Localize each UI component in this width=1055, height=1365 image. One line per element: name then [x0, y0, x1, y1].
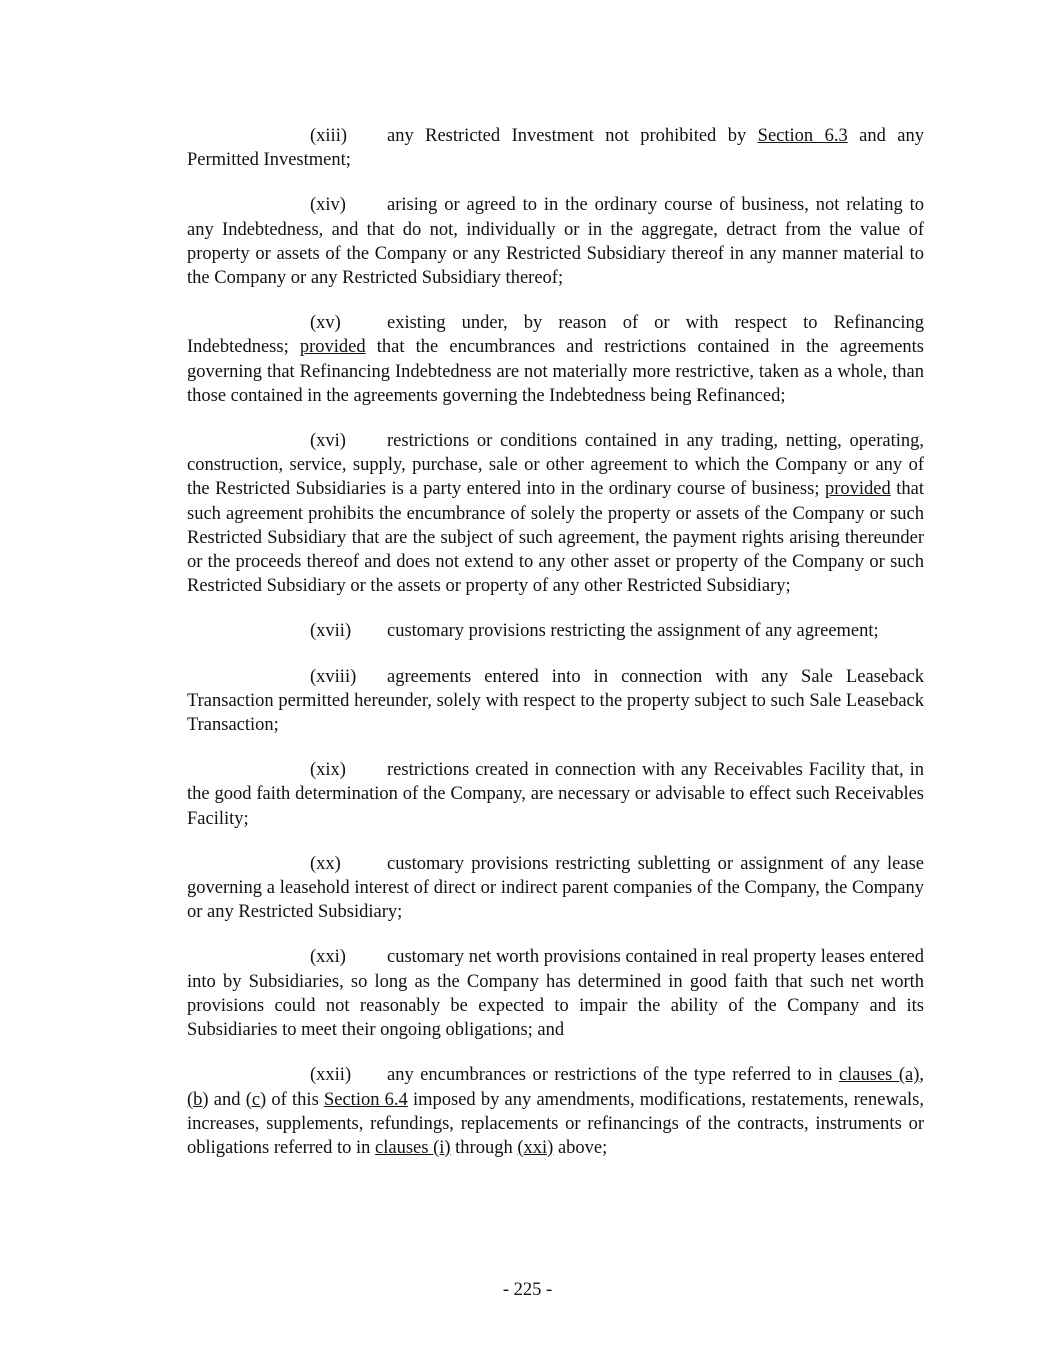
clause-reference: clauses (a) [838, 1065, 920, 1086]
clause-number: (xvii) [310, 621, 352, 642]
clause-text: any Restricted Investment not prohibited by [387, 126, 758, 146]
clause-text: and any Permitted Investment; [187, 126, 924, 171]
document-body [187, 124, 924, 1181]
clause-xxi [187, 945, 924, 1042]
provided-term: provided [299, 337, 366, 358]
clause-xiii [187, 124, 924, 172]
clause-number: (xxii) [310, 1065, 352, 1086]
clause-text: above; [553, 1137, 608, 1158]
clause-reference: clauses (i) [375, 1137, 451, 1158]
clause-text: any encumbrances or restrictions of the type referred to in [387, 1065, 839, 1086]
clause-xvi [187, 429, 924, 598]
clause-number: (xx) [310, 853, 341, 874]
clause-number: (xxi) [310, 947, 346, 968]
clause-xix [187, 758, 924, 831]
clause-xviii [187, 665, 924, 738]
clause-text: arising or agreed to in the ordinary course of business, not relating to any Indebtedness, and that do not, individually or in the aggregate, detract from the value of property or assets of the Company or any Restricted Subsidiary thereof in any manner material to the Company or any Restricted Subsidiary thereof; [187, 195, 924, 289]
clause-text: that such agreement prohibits the encumbrance of solely the property or assets of the Company or such Restricted Subsidiary that are the subject of such agreement, the payment rights arising thereunder or the proceeds thereof and does not extend to any other asset or property of the Company or such Restricted Subsidiary or the assets or property of any other Restricted Subsidiary; [187, 479, 924, 597]
page-number: - 225 - [502, 1280, 553, 1300]
clause-xiv [187, 193, 924, 290]
clause-number: (xiv) [310, 195, 346, 216]
clause-text: existing under, by reason of or with respect to Refinancing Indebtedness; [187, 313, 924, 358]
clause-text: restrictions or conditions contained in any trading, netting, operating, construction, service, supply, purchase, sale or other agreement to which the Company or any of the Restricted Subsidiaries is a party entered into in the ordinary course of business; [187, 431, 924, 500]
clause-text: and [208, 1089, 246, 1110]
clause-text: imposed by any amendments, modifications, restatements, renewals, increases, supplements, refundings, replacements or refinancings of the contracts, instruments or obligations referred to in [187, 1089, 924, 1158]
clause-xvii [187, 619, 924, 643]
clause-text: , [919, 1065, 924, 1086]
section-reference: Section 6.4 [323, 1089, 408, 1110]
clause-text: that the encumbrances and restrictions contained in the agreements governing that Refinancing Indebtedness are not materially more restrictive, taken as a whole, than those contained in the agreements governing the Indebtedness being Refinanced; [187, 337, 924, 406]
clause-reference: (xxi) [517, 1137, 554, 1158]
clause-xv [187, 311, 924, 408]
clause-number: (xvi) [310, 431, 346, 452]
provided-term: provided [824, 479, 891, 500]
clause-text: customary net worth provisions contained in real property leases entered into by Subsidiaries, so long as the Company has determined in good faith that such net worth provisions could not reasonably be expected to impair the ability of the Company and its Subsidiaries to meet their ongoing obligations; and [187, 947, 924, 1041]
clause-xxii [187, 1063, 924, 1160]
clause-reference: (c) [245, 1089, 267, 1110]
clause-text: restrictions created in connection with any Receivables Facility that, in the good faith determination of the Company, are necessary or advisable to effect such Receivables Facility; [187, 760, 924, 829]
clause-text: of this [266, 1089, 324, 1110]
clause-reference: (b) [187, 1089, 209, 1110]
clause-text: customary provisions restricting the assignment of any agreement; [387, 621, 879, 642]
clause-number: (xix) [310, 760, 346, 781]
clause-text: customary provisions restricting subletting or assignment of any lease governing a leasehold interest of direct or indirect parent companies of the Company, the Company or any Restricted Subsidiary; [187, 853, 924, 923]
clause-number: (xiii) [310, 126, 347, 146]
clause-text: through [450, 1137, 518, 1158]
clause-number: (xviii) [310, 666, 357, 687]
section-reference: Section 6.3 [757, 126, 848, 146]
clause-xx [187, 852, 924, 925]
clause-text: agreements entered into in connection with any Sale Leaseback Transaction permitted hereunder, solely with respect to the property subject to such Sale Leaseback Transaction; [187, 666, 924, 736]
clause-number: (xv) [310, 313, 341, 334]
